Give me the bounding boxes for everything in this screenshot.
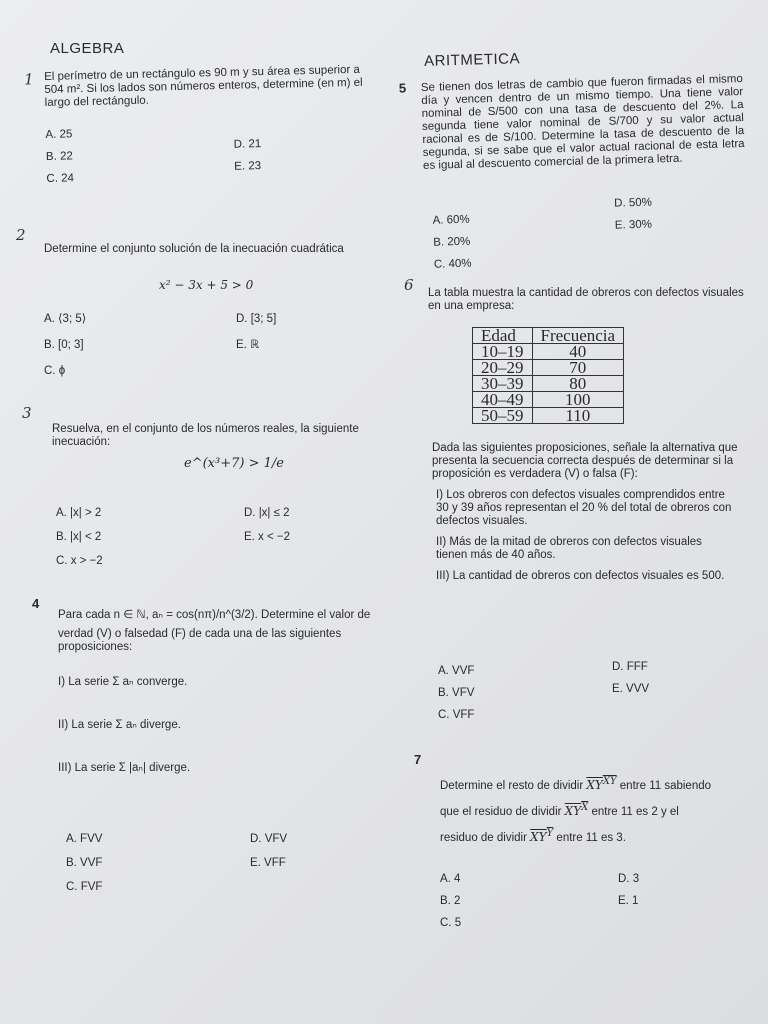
q4-prop-1: I) La serie Σ aₙ converge. [58, 676, 188, 688]
q1-option-c: C. 24 [46, 172, 75, 185]
q7-option-e: E. 1 [618, 895, 639, 907]
table-cell: 10–19 [473, 344, 533, 360]
q7-expression-1: $XY^{XY}$ [586, 776, 617, 792]
q4-option-c: C. FVF [66, 881, 103, 893]
q2-option-c: C. ϕ [44, 365, 66, 377]
question-7-line-2 [440, 801, 760, 819]
table-cell: 70 [532, 360, 624, 376]
q2-formula: x² − 3x + 5 > 0 [159, 278, 254, 292]
left-column [16, 40, 389, 899]
table-cell: 40–49 [473, 392, 533, 408]
question-number-3: 3 [22, 404, 32, 422]
q6-prop-3: III) La cantidad de obreros con defectos visuales es 500. [436, 570, 725, 582]
table-cell: 80 [532, 376, 624, 392]
q1-option-e: E. 23 [234, 160, 262, 173]
q5-option-a: A. 60% [432, 213, 470, 227]
question-2-text: Determine el conjunto solución de la inecuación cuadrática [44, 243, 344, 255]
question-4-text-b: verdad (V) o falsedad (F) de cada una de las siguientes proposiciones: [58, 628, 342, 653]
q6-prop-1: I) Los obreros con defectos visuales comprendidos entre 30 y 39 años representan el 20 % del total de obreros con defectos visuales. [436, 489, 732, 527]
q6-option-d: D. FFF [612, 661, 648, 673]
q7-expression-3: $XY^Y$ [530, 828, 554, 844]
q7-option-a: A. 4 [440, 873, 461, 885]
q7-option-d: D. 3 [618, 873, 640, 885]
question-4-text-a: Para cada n ∈ ℕ, aₙ = cos(nπ)/n^(3/2). Determine el valor de [58, 609, 371, 621]
q4-option-b: B. VVF [66, 857, 103, 869]
q5-option-b: B. 20% [433, 235, 471, 249]
q1-option-b: B. 22 [45, 150, 73, 163]
q3-option-a: A. |x| > 2 [56, 507, 102, 519]
frequency-table [472, 327, 624, 424]
question-number-6: 6 [404, 276, 414, 294]
q4-option-a: A. FVV [66, 833, 103, 845]
q3-formula: e^(x³+7) > 1/e [184, 456, 284, 471]
q7-line3-start: residuo de dividir [440, 832, 527, 844]
q4-option-e: E. VFF [250, 857, 286, 869]
q3-option-e: E. x < −2 [244, 531, 291, 543]
q5-option-e: E. 30% [614, 218, 653, 232]
section-title-algebra: ALGEBRA [50, 40, 125, 57]
q6-option-b: B. VFV [438, 687, 475, 699]
q5-option-d: D. 50% [614, 196, 653, 210]
question-2 [16, 226, 389, 423]
section-title-aritmetica: ARITMETICA [423, 50, 521, 70]
q2-option-e: E. ℝ [236, 339, 260, 351]
q2-option-a: A. ⟨3; 5⟩ [44, 313, 87, 325]
question-5-text: Se tienen dos letras de cambio que fueron firmadas el mismo día y vencen dentro de un mismo tiempo. Una tiene valor nominal de S/500 con una tasa de descuento del 2%. La segunda tiene valor nominal de S/700 y su valor actual racional es de S/100. Determine la tasa de descuento de la segunda, si se sabe que el valor actual racional de esta letra es igual al descuento comercial de la primera letra. [420, 72, 745, 172]
question-number-2: 2 [16, 226, 26, 244]
question-5 [398, 46, 766, 275]
table-cell: 100 [532, 392, 624, 408]
question-number-4: 4 [32, 596, 40, 611]
table-cell: 30–39 [473, 376, 533, 392]
table-row [473, 408, 624, 424]
q4-option-d: D. VFV [250, 833, 288, 845]
q7-line1-end: entre 11 sabiendo [619, 780, 712, 792]
question-1-text: El perímetro de un rectángulo es 90 m y su área es superior a 504 m². Si los lados son números enteros, determine (en m) el largo del rectángulo. [44, 63, 363, 109]
table-header-frequency: Frecuencia [532, 328, 624, 344]
q7-line2-start: que el residuo de dividir [440, 806, 562, 818]
question-number-5: 5 [398, 80, 407, 96]
table-cell: 110 [532, 408, 624, 424]
q1-option-d: D. 21 [233, 138, 262, 151]
q7-option-c: C. 5 [440, 917, 462, 929]
question-4 [32, 596, 389, 899]
q4-prop-2: II) La serie Σ aₙ diverge. [58, 719, 181, 731]
q7-line2-end: entre 11 es 2 y el [591, 806, 679, 818]
question-1 [23, 63, 392, 221]
right-column [398, 50, 760, 955]
q7-option-b: B. 2 [440, 895, 461, 907]
q6-option-c: C. VFF [438, 709, 475, 721]
q6-prop-2: II) Más de la mitad de obreros con defectos visuales tienen más de 40 años. [436, 536, 702, 561]
question-6-text: Dada las siguientes proposiciones, señale la alternativa que presenta la secuencia correcta después de determinar si la proposición es verdadera (V) o falsa (F): [432, 442, 738, 480]
question-7-line-1 [440, 775, 768, 793]
q7-line1-start: Determine el resto de dividir [440, 780, 584, 792]
question-6 [404, 276, 760, 721]
table-cell: 40 [532, 344, 624, 360]
question-number-1: 1 [23, 70, 34, 89]
q4-prop-3: III) La serie Σ |aₙ| diverge. [58, 762, 191, 774]
question-number-7: 7 [414, 752, 422, 767]
q2-option-d: D. [3; 5] [236, 313, 277, 325]
question-3-text: Resuelva, en el conjunto de los números reales, la siguiente inecuación: [52, 423, 359, 448]
question-3 [22, 404, 389, 593]
q2-option-b: B. [0; 3] [44, 339, 84, 351]
question-6-intro: La tabla muestra la cantidad de obreros con defectos visuales en una empresa: [428, 287, 744, 312]
q6-option-a: A. VVF [438, 665, 475, 677]
q6-option-e: E. VVV [612, 683, 650, 695]
table-cell: 20–29 [473, 360, 533, 376]
q3-option-b: B. |x| < 2 [56, 531, 102, 543]
q1-option-a: A. 25 [45, 128, 73, 141]
q7-expression-2: $XY^X$ [564, 802, 589, 818]
q3-option-d: D. |x| ≤ 2 [244, 507, 290, 519]
table-header-age: Edad [473, 328, 533, 344]
table-cell: 50–59 [473, 408, 533, 424]
q7-line3-end: entre 11 es 3. [556, 832, 626, 844]
q5-option-c: C. 40% [433, 257, 472, 271]
question-7-line-3 [440, 827, 760, 845]
question-7 [414, 752, 760, 955]
q3-option-c: C. x > −2 [56, 555, 103, 567]
